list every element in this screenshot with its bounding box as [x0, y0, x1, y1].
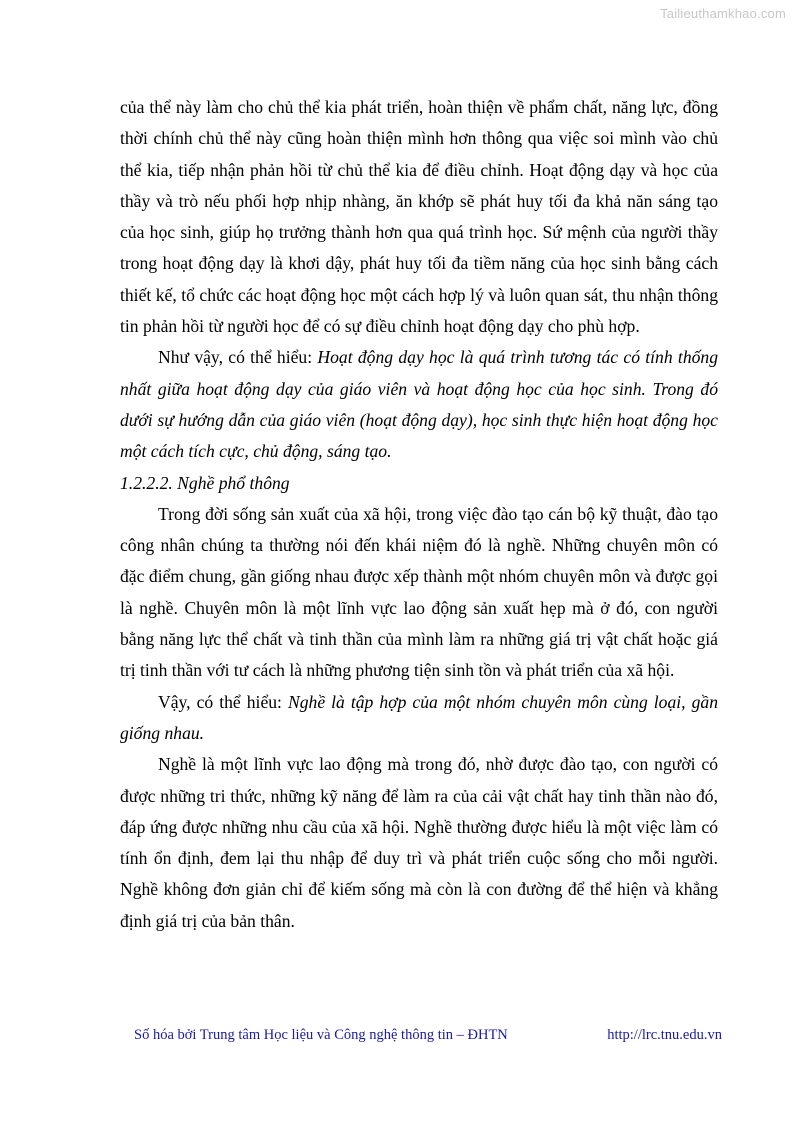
- paragraph-definition-teaching: [120, 342, 718, 467]
- watermark: Tailieuthamkhao.com: [660, 6, 786, 21]
- definition-text: Nghề là tập hợp của một nhóm chuyên môn cùng loại, gần giống nhau.: [120, 691, 718, 743]
- page-body: [120, 92, 718, 937]
- definition-text: Hoạt động dạy học là quá trình tương tác có tính thống nhất giữa hoạt động dạy của giáo viên và hoạt động học của học sinh. Trong đó dưới sự hướng dẫn của giáo viên (hoạt động dạy), học sinh thực hiện hoạt động học một cách tích cực, chủ động, sáng tạo.: [120, 347, 719, 462]
- definition-lead: Vậy, có thể hiểu:: [158, 691, 288, 712]
- paragraph-profession-explanation: Nghề là một lĩnh vực lao động mà trong đó, nhờ được đào tạo, con người có được những tri thức, những kỹ năng để làm ra của cải vật chất hay tinh thần nào đó, đáp ứng được những nhu cầu của xã hội. Nghề thường được hiểu là một việc làm có tính ổn định, đem lại thu nhập để duy trì và phát triển cuộc sống cho mỗi người. Nghề không đơn giản chỉ để kiếm sống mà còn là con đường để thể hiện và khẳng định giá trị của bản thân.: [120, 754, 718, 931]
- footer-link[interactable]: http://lrc.tnu.edu.vn: [607, 1027, 722, 1043]
- footer-credit: Số hóa bởi Trung tâm Học liệu và Công nghệ thông tin – ĐHTN: [134, 1027, 508, 1043]
- paragraph-definition-profession: [120, 687, 718, 750]
- section-heading: 1.2.2.2. Nghề phổ thông: [120, 472, 290, 493]
- paragraph-continuation: của thể này làm cho chủ thể kia phát triển, hoàn thiện về phẩm chất, năng lực, đồng thời chính chủ thể này cũng hoàn thiện mình hơn thông qua việc soi mình vào chủ thể kia, tiếp nhận phản hồi từ chủ thể kia để điều chỉnh. Hoạt động dạy và học của thầy và trò nếu phối hợp nhịp nhàng, ăn khớp sẽ phát huy tối đa khả năn sáng tạo của học sinh, giúp họ trưởng thành hơn qua quá trình học. Sứ mệnh của người thầy trong hoạt động dạy là khơi dậy, phát huy tối đa tiềm năng của học sinh bằng cách thiết kế, tổ chức các hoạt động học một cách hợp lý và luôn quan sát, thu nhận thông tin phản hồi từ người học để có sự điều chỉnh hoạt động dạy cho phù hợp.: [120, 97, 718, 337]
- definition-lead: Như vậy, có thể hiểu:: [158, 347, 318, 368]
- paragraph-profession-context: Trong đời sống sản xuất của xã hội, trong việc đào tạo cán bộ kỹ thuật, đào tạo công nhân chúng ta thường nói đến khái niệm đó là nghề. Những chuyên môn có đặc điểm chung, gần giống nhau được xếp thành một nhóm chuyên môn và được gọi là nghề. Chuyên môn là một lĩnh vực lao động sản xuất hẹp mà ở đó, con người bằng năng lực thể chất và tinh thần của mình làm ra những giá trị vật chất hoặc giá trị tinh thần với tư cách là những phương tiện sinh tồn và phát triển của xã hội.: [120, 503, 718, 681]
